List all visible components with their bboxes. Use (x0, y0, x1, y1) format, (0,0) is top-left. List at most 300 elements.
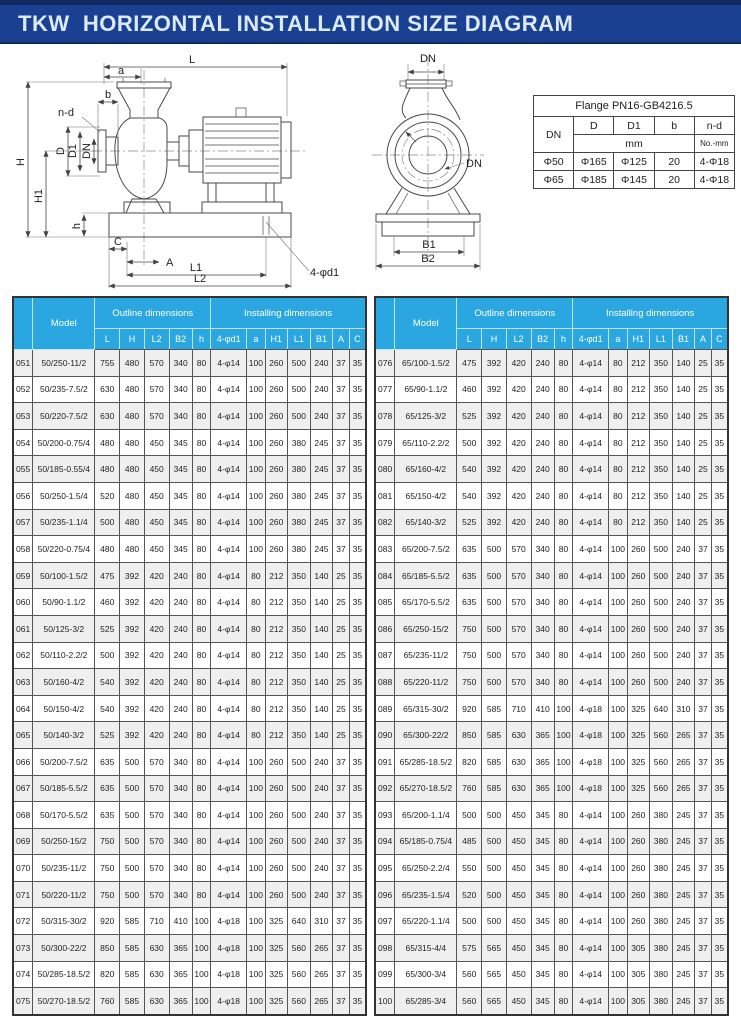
dim-cell: 500 (288, 350, 311, 377)
dim-cell: 4-φ18 (211, 908, 247, 935)
col-header-empty (375, 297, 395, 350)
dim-cell: 4-φ14 (573, 456, 609, 483)
dim-cell: 80 (554, 988, 572, 1015)
table-row (13, 456, 366, 483)
dim-cell: 25 (695, 456, 712, 483)
dim-cell: 4-φ18 (211, 935, 247, 962)
dim-cell: 4-φ14 (211, 669, 247, 696)
dim-cell: 80 (192, 881, 210, 908)
dim-cell: 265 (672, 748, 695, 775)
dim-cell: 80 (554, 562, 572, 589)
dim-cell: 525 (95, 722, 120, 749)
dim-cell: 240 (531, 509, 554, 536)
dim-cell: 260 (627, 536, 650, 563)
dim-cell: 245 (672, 988, 695, 1015)
dim-cell: 570 (144, 403, 169, 430)
row-index: 096 (375, 881, 395, 908)
dim-cell: 525 (457, 509, 482, 536)
dim-cell: 100 (554, 722, 572, 749)
dim-cell: 240 (169, 722, 192, 749)
dim-cell: 540 (457, 456, 482, 483)
dim-cell: 37 (695, 908, 712, 935)
dim-cell: 630 (506, 775, 531, 802)
dim-cell: 35 (711, 802, 728, 829)
dim-cell: 500 (120, 828, 145, 855)
dim-cell: 500 (482, 642, 507, 669)
dim-cell: 340 (169, 802, 192, 829)
dim-cell: 80 (554, 509, 572, 536)
table-row (375, 642, 728, 669)
dim-cell: 140 (310, 722, 333, 749)
dim-cell: 140 (310, 562, 333, 589)
dim-cell: 560 (288, 935, 311, 962)
dim-cell: 500 (482, 589, 507, 616)
model-cell: 50/250-15/2 (33, 828, 95, 855)
page-title: TKW HORIZONTAL INSTALLATION SIZE DIAGRAM (18, 10, 574, 36)
dim-cell: 100 (609, 908, 627, 935)
dim-cell: 4-φ18 (573, 748, 609, 775)
dim-cell: 420 (506, 350, 531, 377)
dim-cell: 100 (247, 855, 265, 882)
dim-cell: 100 (609, 775, 627, 802)
dim-cell: 80 (554, 802, 572, 829)
col-group-outline: Outline dimensions (457, 297, 573, 329)
dim-label-h: h (71, 222, 83, 230)
dim-cell: 4-φ14 (573, 908, 609, 935)
dim-label-L2: L2 (193, 273, 207, 285)
dim-cell: 525 (95, 615, 120, 642)
dim-cell: 37 (695, 828, 712, 855)
dim-cell: 80 (554, 350, 572, 377)
dim-cell: 500 (457, 429, 482, 456)
dim-cell: 100 (247, 961, 265, 988)
model-cell: 65/220-11/2 (395, 669, 457, 696)
dim-cell: 420 (506, 403, 531, 430)
model-cell: 65/140-3/2 (395, 509, 457, 536)
dim-cell: 80 (192, 669, 210, 696)
dim-cell: 500 (288, 376, 311, 403)
dim-cell: 585 (482, 748, 507, 775)
dim-cell: 450 (506, 961, 531, 988)
dim-cell: 4-φ14 (573, 935, 609, 962)
model-cell: 65/315-30/2 (395, 695, 457, 722)
dim-cell: 340 (531, 642, 554, 669)
row-index: 086 (375, 615, 395, 642)
dim-cell: 35 (711, 828, 728, 855)
dim-cell: 140 (672, 456, 695, 483)
dim-cell: 35 (711, 562, 728, 589)
dim-cell: 35 (349, 961, 366, 988)
dim-cell: 100 (247, 429, 265, 456)
dim-cell: 570 (506, 589, 531, 616)
table-row (375, 695, 728, 722)
dim-cell: 25 (695, 482, 712, 509)
dim-cell: 4-φ14 (211, 881, 247, 908)
col-header-L1: L1 (288, 329, 311, 350)
dim-cell: 345 (169, 429, 192, 456)
dim-cell: 265 (310, 935, 333, 962)
dim-cell: 260 (627, 589, 650, 616)
dim-cell: 4-φ18 (211, 961, 247, 988)
dim-cell: 570 (506, 562, 531, 589)
dim-cell: 380 (650, 935, 673, 962)
dim-cell: 345 (169, 456, 192, 483)
dim-cell: 345 (531, 961, 554, 988)
col-header-model: Model (395, 297, 457, 350)
dim-cell: 480 (120, 536, 145, 563)
dim-cell: 37 (695, 748, 712, 775)
model-cell: 50/150-4/2 (33, 695, 95, 722)
dim-cell: 380 (650, 881, 673, 908)
row-index: 083 (375, 536, 395, 563)
dim-cell: 480 (95, 456, 120, 483)
dim-cell: 80 (609, 456, 627, 483)
dim-cell: 392 (120, 562, 145, 589)
dim-cell: 240 (310, 881, 333, 908)
dim-cell: 35 (349, 403, 366, 430)
dim-cell: 240 (531, 403, 554, 430)
dim-cell: 80 (609, 482, 627, 509)
dim-cell: 212 (627, 403, 650, 430)
dim-cell: 4-φ14 (211, 376, 247, 403)
dim-cell: 340 (169, 376, 192, 403)
dim-cell: 37 (695, 802, 712, 829)
dim-cell: 100 (192, 988, 210, 1015)
dim-cell: 35 (711, 722, 728, 749)
dim-cell: 520 (95, 482, 120, 509)
row-index: 094 (375, 828, 395, 855)
dim-cell: 212 (627, 376, 650, 403)
dim-cell: 260 (265, 536, 288, 563)
dim-cell: 212 (627, 456, 650, 483)
model-cell: 50/160-4/2 (33, 669, 95, 696)
dim-cell: 37 (333, 509, 350, 536)
dim-cell: 480 (120, 456, 145, 483)
dim-cell: 500 (288, 748, 311, 775)
row-index: 061 (13, 615, 33, 642)
dim-cell: 392 (120, 642, 145, 669)
dim-cell: 80 (609, 429, 627, 456)
dim-cell: 500 (288, 403, 311, 430)
dim-cell: 420 (506, 429, 531, 456)
dim-cell: 750 (457, 615, 482, 642)
dim-cell: 37 (333, 748, 350, 775)
dim-cell: 520 (457, 881, 482, 908)
dim-cell: 100 (609, 961, 627, 988)
dim-cell: 140 (672, 429, 695, 456)
dim-cell: 37 (333, 855, 350, 882)
dim-cell: 35 (711, 403, 728, 430)
dim-cell: 4-φ14 (211, 828, 247, 855)
model-cell: 65/250-2.2/4 (395, 855, 457, 882)
dim-cell: 80 (554, 376, 572, 403)
table-row (13, 482, 366, 509)
dim-cell: 500 (288, 881, 311, 908)
dim-cell: 570 (506, 642, 531, 669)
dim-cell: 365 (531, 722, 554, 749)
dim-cell: 37 (333, 775, 350, 802)
dim-cell: 480 (120, 376, 145, 403)
row-index: 053 (13, 403, 33, 430)
dim-cell: 710 (506, 695, 531, 722)
row-index: 068 (13, 802, 33, 829)
dim-cell: 37 (333, 988, 350, 1015)
dim-cell: 212 (627, 350, 650, 377)
dim-cell: 4-φ18 (573, 775, 609, 802)
dim-cell: 100 (554, 775, 572, 802)
dim-cell: 4-φ14 (573, 642, 609, 669)
dim-cell: 350 (288, 562, 311, 589)
dim-cell: 260 (627, 669, 650, 696)
dim-cell: 345 (169, 482, 192, 509)
dim-cell: 80 (554, 828, 572, 855)
dim-cell: 260 (627, 562, 650, 589)
model-cell: 50/235-7.5/2 (33, 376, 95, 403)
model-cell: 65/250-15/2 (395, 615, 457, 642)
dim-cell: 37 (333, 429, 350, 456)
row-index: 099 (375, 961, 395, 988)
dim-cell: 500 (482, 855, 507, 882)
dim-cell: 37 (695, 988, 712, 1015)
flange-row (534, 153, 735, 171)
dim-cell: 245 (672, 908, 695, 935)
dim-cell: 350 (288, 695, 311, 722)
dim-cell: 345 (169, 509, 192, 536)
dim-cell: 80 (192, 456, 210, 483)
dim-cell: 570 (506, 615, 531, 642)
dim-label-4-phi-d1: 4-φd1 (310, 267, 340, 279)
dim-cell: 80 (192, 403, 210, 430)
col-header-B2: B2 (169, 329, 192, 350)
dim-cell: 560 (650, 748, 673, 775)
dim-cell: 100 (192, 935, 210, 962)
dim-cell: 475 (457, 350, 482, 377)
dim-cell: 37 (333, 403, 350, 430)
flange-cell: Φ145 (614, 171, 654, 189)
dim-cell: 35 (349, 722, 366, 749)
dim-cell: 480 (120, 403, 145, 430)
col-header-4-phi-d1: 4-φd1 (573, 329, 609, 350)
dim-cell: 212 (265, 615, 288, 642)
dim-cell: 80 (609, 403, 627, 430)
model-cell: 50/200-7.5/2 (33, 748, 95, 775)
flange-table-title: Flange PN16-GB4216.5 (534, 96, 735, 117)
dim-cell: 100 (192, 908, 210, 935)
dim-cell: 35 (711, 642, 728, 669)
dim-cell: 35 (711, 695, 728, 722)
dim-cell: 630 (95, 403, 120, 430)
dim-cell: 560 (457, 988, 482, 1015)
dim-cell: 245 (672, 802, 695, 829)
dim-cell: 500 (650, 536, 673, 563)
flange-col-d1: D1 (614, 117, 654, 135)
dim-cell: 80 (192, 855, 210, 882)
col-header-L2: L2 (506, 329, 531, 350)
table-row (375, 376, 728, 403)
dim-cell: 212 (627, 482, 650, 509)
dim-cell: 380 (650, 828, 673, 855)
dim-cell: 37 (695, 722, 712, 749)
dim-cell: 100 (247, 935, 265, 962)
row-index: 081 (375, 482, 395, 509)
row-index: 074 (13, 961, 33, 988)
col-group-outline: Outline dimensions (95, 297, 211, 329)
dim-cell: 37 (333, 536, 350, 563)
dim-cell: 240 (169, 642, 192, 669)
model-cell: 50/125-3/2 (33, 615, 95, 642)
table-row (375, 722, 728, 749)
dim-cell: 37 (695, 669, 712, 696)
dim-cell: 25 (333, 642, 350, 669)
model-cell: 50/285-18.5/2 (33, 961, 95, 988)
dim-cell: 212 (265, 562, 288, 589)
dim-cell: 4-φ14 (211, 589, 247, 616)
dim-cell: 392 (482, 456, 507, 483)
dim-cell: 35 (349, 748, 366, 775)
dim-cell: 240 (672, 615, 695, 642)
dim-label-D: D (55, 147, 67, 155)
dim-cell: 635 (457, 589, 482, 616)
dim-cell: 500 (482, 615, 507, 642)
dim-cell: 35 (349, 642, 366, 669)
row-index: 092 (375, 775, 395, 802)
dim-cell: 212 (265, 722, 288, 749)
dim-cell: 37 (333, 881, 350, 908)
dim-cell: 260 (265, 456, 288, 483)
dim-cell: 80 (192, 429, 210, 456)
dim-cell: 340 (169, 881, 192, 908)
dim-cell: 560 (288, 988, 311, 1015)
model-cell: 65/100-1.5/2 (395, 350, 457, 377)
dim-cell: 240 (310, 828, 333, 855)
col-header-L: L (457, 329, 482, 350)
dim-cell: 100 (247, 828, 265, 855)
dim-cell: 450 (506, 881, 531, 908)
dim-cell: 37 (695, 642, 712, 669)
dim-cell: 25 (695, 376, 712, 403)
dim-cell: 240 (310, 802, 333, 829)
dim-cell: 80 (554, 881, 572, 908)
dim-cell: 565 (482, 961, 507, 988)
dim-cell: 325 (627, 775, 650, 802)
dim-cell: 265 (672, 722, 695, 749)
dim-cell: 635 (457, 536, 482, 563)
dim-cell: 340 (531, 589, 554, 616)
dim-cell: 4-φ14 (573, 350, 609, 377)
model-cell: 50/110-2.2/2 (33, 642, 95, 669)
dim-cell: 260 (627, 802, 650, 829)
table-row (13, 642, 366, 669)
dim-cell: 325 (627, 722, 650, 749)
table-row (375, 669, 728, 696)
dim-cell: 475 (95, 562, 120, 589)
dim-cell: 420 (144, 642, 169, 669)
dim-cell: 37 (695, 536, 712, 563)
dim-cell: 245 (672, 935, 695, 962)
row-index: 059 (13, 562, 33, 589)
dim-cell: 4-φ14 (211, 642, 247, 669)
dim-cell: 570 (144, 828, 169, 855)
table-row (375, 908, 728, 935)
dim-cell: 570 (144, 775, 169, 802)
dim-cell: 35 (711, 908, 728, 935)
model-cell: 50/220-11/2 (33, 881, 95, 908)
dim-cell: 37 (333, 935, 350, 962)
dim-cell: 100 (609, 988, 627, 1015)
dim-cell: 500 (482, 802, 507, 829)
dim-cell: 480 (120, 350, 145, 377)
dim-cell: 25 (333, 669, 350, 696)
table-row (375, 429, 728, 456)
table-row (13, 802, 366, 829)
dim-cell: 850 (457, 722, 482, 749)
table-row (375, 775, 728, 802)
flange-unit-no-mm: No.-mm (694, 135, 734, 153)
col-header-model: Model (33, 297, 95, 350)
dim-cell: 450 (144, 456, 169, 483)
model-cell: 50/250-11/2 (33, 350, 95, 377)
dim-cell: 525 (457, 403, 482, 430)
dim-cell: 100 (609, 802, 627, 829)
dim-cell: 4-φ14 (573, 509, 609, 536)
row-index: 055 (13, 456, 33, 483)
dim-cell: 37 (695, 615, 712, 642)
dim-cell: 35 (349, 988, 366, 1015)
table-row (375, 961, 728, 988)
dim-cell: 550 (457, 855, 482, 882)
dim-cell: 365 (169, 935, 192, 962)
dim-cell: 850 (95, 935, 120, 962)
dim-cell: 260 (265, 881, 288, 908)
dim-cell: 100 (609, 642, 627, 669)
col-header-L: L (95, 329, 120, 350)
flange-cell: Φ125 (614, 153, 654, 171)
col-header-L1: L1 (650, 329, 673, 350)
dim-cell: 585 (120, 961, 145, 988)
dim-cell: 635 (95, 748, 120, 775)
dim-label-L: L (188, 54, 196, 66)
model-cell: 50/185-0.55/4 (33, 456, 95, 483)
dim-cell: 630 (506, 722, 531, 749)
table-row (375, 988, 728, 1015)
table-row (13, 961, 366, 988)
dim-label-a: a (117, 65, 125, 77)
col-header-B2: B2 (531, 329, 554, 350)
dim-cell: 500 (120, 802, 145, 829)
dim-cell: 240 (310, 350, 333, 377)
dim-cell: 35 (711, 350, 728, 377)
flange-cell: Φ185 (574, 171, 614, 189)
dim-cell: 480 (95, 429, 120, 456)
dim-cell: 630 (144, 935, 169, 962)
table-row (375, 802, 728, 829)
row-index: 090 (375, 722, 395, 749)
dim-cell: 750 (95, 881, 120, 908)
dim-cell: 820 (457, 748, 482, 775)
dim-cell: 260 (265, 482, 288, 509)
dim-cell: 4-φ14 (211, 403, 247, 430)
dim-cell: 35 (711, 615, 728, 642)
dim-cell: 80 (554, 961, 572, 988)
dim-cell: 380 (650, 988, 673, 1015)
dim-cell: 80 (554, 642, 572, 669)
dim-cell: 392 (482, 429, 507, 456)
dim-cell: 750 (95, 828, 120, 855)
row-index: 079 (375, 429, 395, 456)
dim-cell: 560 (457, 961, 482, 988)
dim-cell: 80 (192, 482, 210, 509)
dim-cell: 260 (627, 828, 650, 855)
